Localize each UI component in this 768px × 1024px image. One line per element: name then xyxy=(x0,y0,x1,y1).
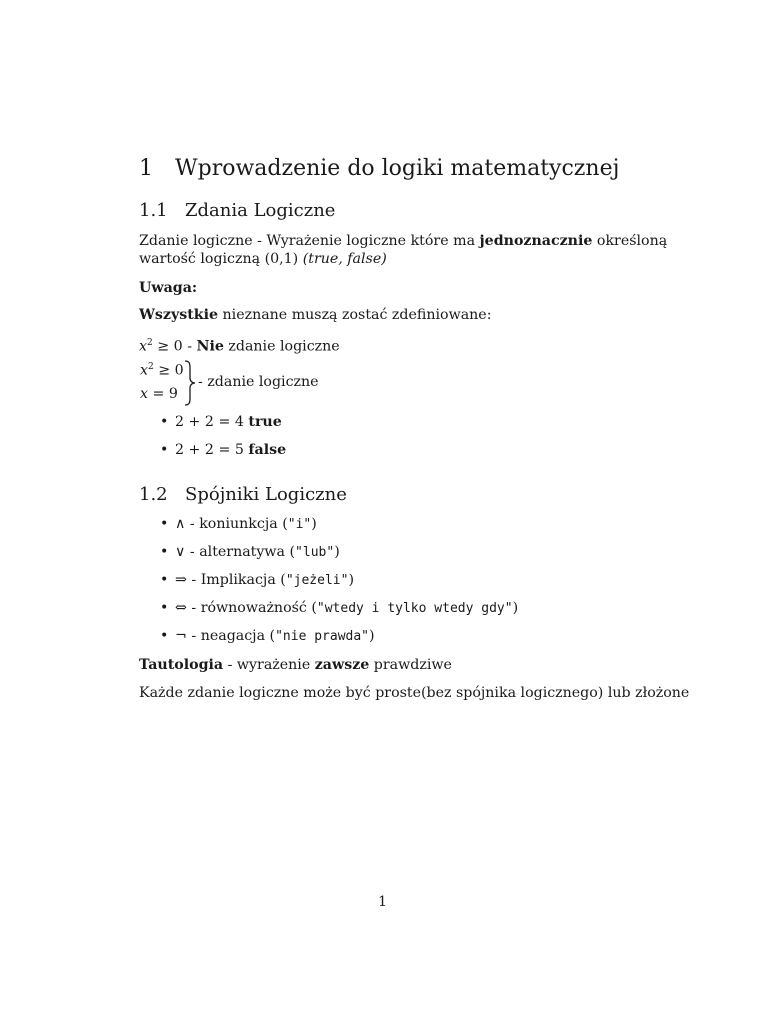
definition-bold: jednoznacznie xyxy=(479,233,593,249)
bullet-icon: • xyxy=(160,544,169,560)
truth-value: true xyxy=(248,414,282,430)
bullet-icon: • xyxy=(160,572,169,588)
list-item xyxy=(160,572,354,588)
truth-value: false xyxy=(248,442,287,458)
truth-expression: 2 + 2 = 5 xyxy=(175,442,249,458)
system-label: - zdanie logiczne xyxy=(198,374,319,390)
connective-name: - alternatywa ( xyxy=(185,544,296,560)
connective-symbol: ∧ xyxy=(175,516,186,532)
definition-italic: (true, false) xyxy=(302,251,387,267)
definition-text-end: określoną xyxy=(592,233,668,249)
connective-quote: "wtedy i tylko wtedy gdy" xyxy=(316,601,513,616)
list-item xyxy=(160,628,375,644)
example-inequality xyxy=(139,333,340,357)
page-number: 1 xyxy=(378,894,388,910)
system-line-2 xyxy=(140,386,178,402)
section-number: 1 xyxy=(139,156,153,181)
connective-symbol: ⇒ xyxy=(175,572,187,588)
bullet-icon: • xyxy=(160,414,169,430)
wszystkie-bold: Wszystkie xyxy=(139,307,219,323)
list-item xyxy=(160,414,282,430)
section-title: Wprowadzenie do logiki matematycznej xyxy=(175,156,620,181)
bullet-icon: • xyxy=(160,600,169,616)
bullet-icon: • xyxy=(160,628,169,644)
list-item xyxy=(160,516,317,532)
subsection-number: 1.2 xyxy=(139,484,168,505)
system-line-1 xyxy=(140,362,184,379)
paren-close: ) xyxy=(334,544,340,560)
subsection-number: 1.1 xyxy=(139,200,168,221)
definition-text: Zdanie logiczne - Wyrażenie logiczne które ma xyxy=(139,233,480,249)
truth-expression: 2 + 2 = 4 xyxy=(175,414,249,430)
tautologia-text: - wyrażenie xyxy=(223,657,315,673)
subsection-heading-1 xyxy=(139,200,335,221)
right-brace-icon xyxy=(183,360,197,406)
definition-text-2: wartość logiczną (0,1) xyxy=(139,251,303,267)
connective-name: - Implikacja ( xyxy=(186,572,286,588)
math-relation: ≥ 0 - xyxy=(152,338,197,355)
bullet-icon: • xyxy=(160,516,169,532)
connective-quote: "lub" xyxy=(295,545,335,560)
math-relation: = 9 xyxy=(148,386,178,402)
definition-line-2 xyxy=(139,249,387,269)
list-item xyxy=(160,442,286,458)
zawsze-bold: zawsze xyxy=(314,657,370,673)
math-var: x xyxy=(140,362,149,379)
bullet-icon: • xyxy=(160,442,169,458)
section-heading xyxy=(139,156,619,181)
connective-name: - neagacja ( xyxy=(186,628,276,644)
math-relation: ≥ 0 xyxy=(153,362,184,379)
wszystkie-rest: nieznane muszą zostać zdefiniowane: xyxy=(218,307,492,323)
tautologia-term: Tautologia xyxy=(139,657,224,673)
paren-close: ) xyxy=(311,516,317,532)
tautologia-end: prawdziwe xyxy=(369,657,452,673)
connective-symbol: ⇔ xyxy=(175,600,187,616)
example-rest: zdanie logiczne xyxy=(223,338,340,355)
subsection-title: Zdania Logiczne xyxy=(185,200,336,221)
closing-paragraph: Każde zdanie logiczne może być proste(bez spójnika logicznego) lub złożone xyxy=(139,685,690,701)
math-exponent: 2 xyxy=(147,338,153,348)
connective-quote: "nie prawda" xyxy=(275,629,370,644)
math-exponent: 2 xyxy=(148,362,154,372)
list-item xyxy=(160,600,518,616)
math-var: x xyxy=(140,386,149,402)
paren-close: ) xyxy=(369,628,375,644)
connective-symbol: ∨ xyxy=(175,544,186,560)
subsection-heading-2 xyxy=(139,484,347,505)
wszystkie-line xyxy=(139,305,492,325)
connective-name: - równoważność ( xyxy=(186,600,317,616)
paren-close: ) xyxy=(348,572,354,588)
uwaga-label: Uwaga: xyxy=(139,280,198,296)
paren-close: ) xyxy=(512,600,519,616)
connective-name: - koniunkcja ( xyxy=(185,516,288,532)
equation-system xyxy=(139,360,339,406)
subsection-title: Spójniki Logiczne xyxy=(185,484,347,505)
definition-line-1 xyxy=(139,231,667,251)
connective-quote: "i" xyxy=(287,517,312,532)
nie-bold: Nie xyxy=(196,338,224,355)
math-var: x xyxy=(139,338,148,355)
connective-symbol: ¬ xyxy=(175,628,187,644)
list-item xyxy=(160,544,340,560)
tautologia-line xyxy=(139,655,452,675)
connective-quote: "jeżeli" xyxy=(285,573,349,588)
